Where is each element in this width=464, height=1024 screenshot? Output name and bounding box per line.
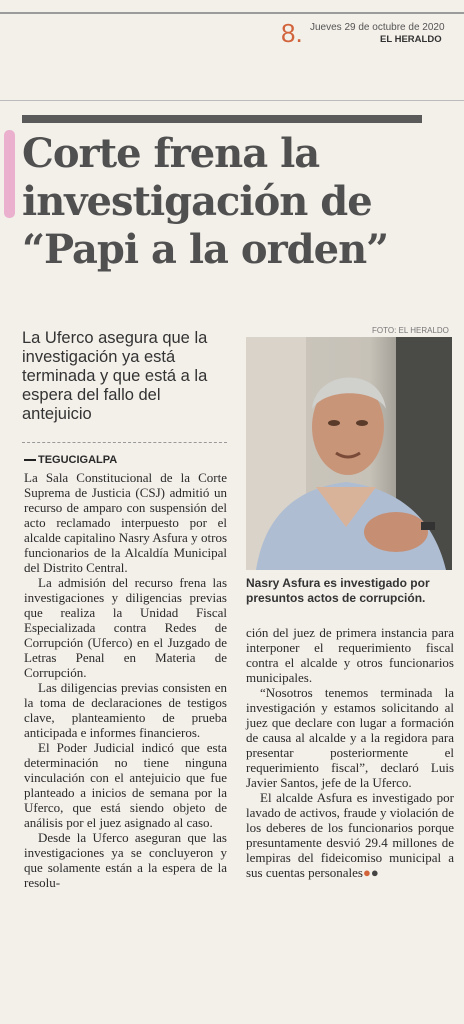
photo-caption: Nasry Asfura es investigado por presuntos actos de corrupción. — [246, 576, 430, 605]
paragraph: La admisión del recurso frena las investigaciones y diligencias previas que realiza la Unidad Fiscal Especializada contra Redes de Corrupción (Uferco) en el Juzgado de Letras Penal en Materia de Corrupción. — [24, 575, 227, 680]
article-photo — [246, 337, 452, 570]
portrait-illustration — [246, 337, 452, 570]
paragraph — [246, 790, 454, 880]
header-divider — [0, 100, 464, 101]
dateline-text: TEGUCIGALPA — [38, 454, 118, 466]
paragraph: Las diligencias previas consisten en la toma de declaraciones de testigos clave, planteamiento de prueba anticipada e informes financieros. — [24, 680, 227, 740]
end-mark: ● — [370, 865, 379, 880]
headline-bar — [22, 115, 422, 123]
newspaper-name: EL HERALDO — [380, 34, 442, 45]
top-rule — [0, 12, 464, 14]
paragraph-text: El alcalde Asfura es investigado por lavado de activos, fraude y violación de los deberes de los funcionarios porque presuntamente desvió 29.4 millones de lempiras del fideicomiso municipal a sus cuentas personales — [246, 790, 454, 880]
end-mark: ● — [362, 865, 371, 880]
highlighter-mark — [4, 130, 15, 218]
page-number: 8. — [281, 18, 303, 48]
dateline-place — [24, 453, 227, 468]
paragraph: “Nosotros tenemos terminada la investigación y estamos solicitando al juez que declare con lugar a formación de causa al alcalde y a la regidora para presentar posteriormente el requerimiento fiscal”, declaró Luis Javier Santos, jefe de la Uferco. — [246, 685, 454, 790]
headline: Corte frena la investigación de “Papi a la orden” — [22, 130, 389, 273]
paragraph: El Poder Judicial indicó que esta determinación no tiene ninguna vinculación con el antejuicio que fue planteado a inicios de semana por la Uferco, que está siendo objeto de análisis por el juez asignado al caso. — [24, 740, 227, 830]
deck-subheadline: La Uferco asegura que la investigación ya está terminada y que está a la espera del fallo del antejuicio — [22, 329, 208, 423]
publication-date: Jueves 29 de octubre de 2020 — [310, 22, 445, 33]
paragraph: Desde la Uferco aseguran que las investigaciones ya se concluyeron y que solamente están a la espera de la resolu- — [24, 830, 227, 890]
dateline-rule — [24, 459, 36, 461]
article-column-2 — [246, 625, 454, 880]
deck-divider — [22, 442, 227, 443]
article-column-1 — [24, 453, 227, 890]
paragraph: ción del juez de primera instancia para interponer el requerimiento fiscal contra el alcalde y otros funcionarios municipales. — [246, 625, 454, 685]
photo-credit: FOTO: EL HERALDO — [372, 326, 449, 335]
paragraph: La Sala Constitucional de la Corte Suprema de Justicia (CSJ) admitió un recurso de amparo con suspensión del acto reclamado interpuesto por el alcalde capitalino Nasry Asfura y otros funcionarios de la Alcaldía Municipal del Distrito Central. — [24, 470, 227, 575]
